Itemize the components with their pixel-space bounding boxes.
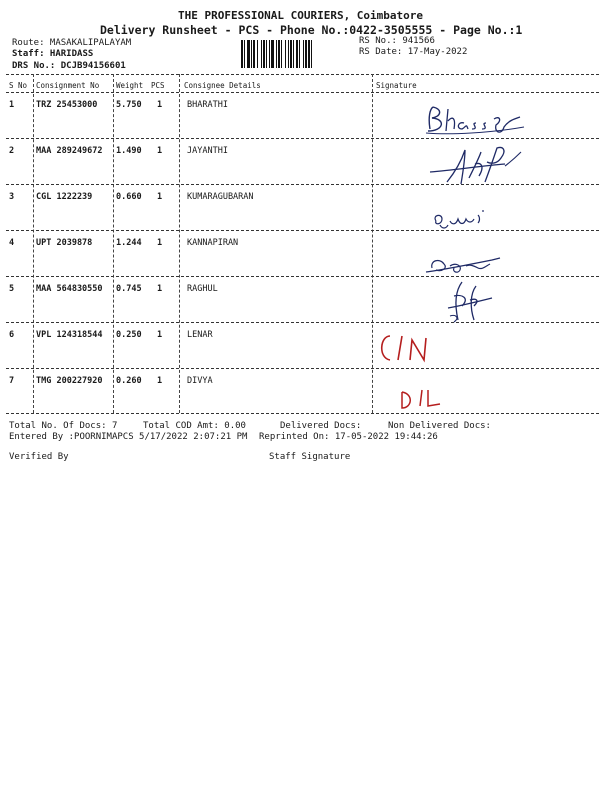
row-pcs: 1: [157, 192, 163, 202]
row-weight: 1.490: [116, 146, 142, 156]
row-consignment: CGL 1222239: [36, 192, 93, 202]
row-pcs: 1: [157, 330, 163, 340]
row-consignee: BHARATHI: [187, 100, 228, 110]
row-sno: 7: [9, 376, 15, 386]
col-divider-sno: [33, 74, 34, 413]
column-header-signature: Signature: [376, 81, 417, 90]
column-header-weight: Weight: [116, 81, 144, 90]
row-sno: 6: [9, 330, 15, 340]
row-separator: [6, 276, 599, 277]
row-sno: 4: [9, 238, 15, 248]
entered-by: Entered By :POORNIMAPCS 5/17/2022 2:07:21 PM: [9, 432, 248, 442]
row-pcs: 1: [157, 100, 163, 110]
signature-raghul: [440, 280, 500, 326]
row-consignee: JAYANTHI: [187, 146, 228, 156]
col-divider-consignment: [113, 74, 114, 413]
col-divider-consignee: [372, 74, 373, 413]
row-weight: 0.250: [116, 330, 142, 340]
row-weight: 0.660: [116, 192, 142, 202]
row-consignment: UPT 2039878: [36, 238, 93, 248]
row-pcs: 1: [157, 238, 163, 248]
signature-divya-dl: [398, 386, 446, 412]
barcode: [241, 40, 353, 68]
verified-by-label: Verified By: [9, 452, 69, 462]
row-weight: 0.260: [116, 376, 142, 386]
total-docs: Total No. Of Docs: 7: [9, 421, 118, 431]
row-sno: 3: [9, 192, 15, 202]
col-divider-pcs: [179, 74, 180, 413]
row-weight: 5.750: [116, 100, 142, 110]
row-pcs: 1: [157, 146, 163, 156]
staff-signature-label: Staff Signature: [269, 452, 351, 462]
row-weight: 0.745: [116, 284, 142, 294]
row-separator: [6, 138, 599, 139]
rs-date: RS Date: 17-May-2022: [359, 47, 468, 57]
column-header-sno: S No: [9, 81, 28, 90]
row-consignment: MAA 289249672: [36, 146, 103, 156]
row-separator: [6, 230, 599, 231]
signature-kannapiran: [422, 252, 507, 278]
signature-bharathi: [420, 103, 530, 137]
company-name: THE PROFESSIONAL COURIERS, Coimbatore: [178, 9, 424, 22]
runsheet-title: Delivery Runsheet - PCS - Phone No.:0422-3505555 - Page No.:1: [100, 23, 523, 37]
row-consignee: DIVYA: [187, 376, 213, 386]
header-top-rule: [6, 74, 599, 75]
rs-number: RS No.: 941566: [359, 36, 435, 46]
column-header-consignment: Consignment No: [36, 81, 100, 90]
non-delivered-docs: Non Delivered Docs:: [388, 421, 491, 431]
total-cod-amount: Total COD Amt: 0.00: [143, 421, 246, 431]
row-consignee: KUMARAGUBARAN: [187, 192, 254, 202]
header-bottom-rule: [6, 92, 599, 93]
row-pcs: 1: [157, 284, 163, 294]
signature-jayanthi: [425, 142, 530, 187]
row-pcs: 1: [157, 376, 163, 386]
row-sno: 2: [9, 146, 15, 156]
row-sno: 1: [9, 100, 15, 110]
reprinted-on: Reprinted On: 17-05-2022 19:44:26: [259, 432, 438, 442]
delivered-docs: Delivered Docs:: [280, 421, 362, 431]
row-separator: [6, 368, 599, 369]
row-weight: 1.244: [116, 238, 142, 248]
row-consignee: RAGHUL: [187, 284, 218, 294]
drs-number: DRS No.: DCJB94156601: [12, 61, 126, 71]
row-consignment: TRZ 25453000: [36, 100, 98, 110]
table-bottom-rule: [6, 413, 599, 414]
column-header-pcs: PCS: [151, 81, 165, 90]
route-label: Route: MASAKALIPALAYAM: [12, 38, 132, 48]
row-separator: [6, 322, 599, 323]
row-consignee: LENAR: [187, 330, 213, 340]
column-header-consignee: Consignee Details: [184, 81, 261, 90]
row-consignment: MAA 564830550: [36, 284, 103, 294]
row-consignment: VPL 124318544: [36, 330, 103, 340]
signature-kumaragubaran: [430, 207, 490, 231]
signature-lenar-cn: [374, 330, 438, 366]
row-consignment: TMG 200227920: [36, 376, 103, 386]
staff-label: Staff: HARIDASS: [12, 49, 94, 59]
row-sno: 5: [9, 284, 15, 294]
row-consignee: KANNAPIRAN: [187, 238, 239, 248]
